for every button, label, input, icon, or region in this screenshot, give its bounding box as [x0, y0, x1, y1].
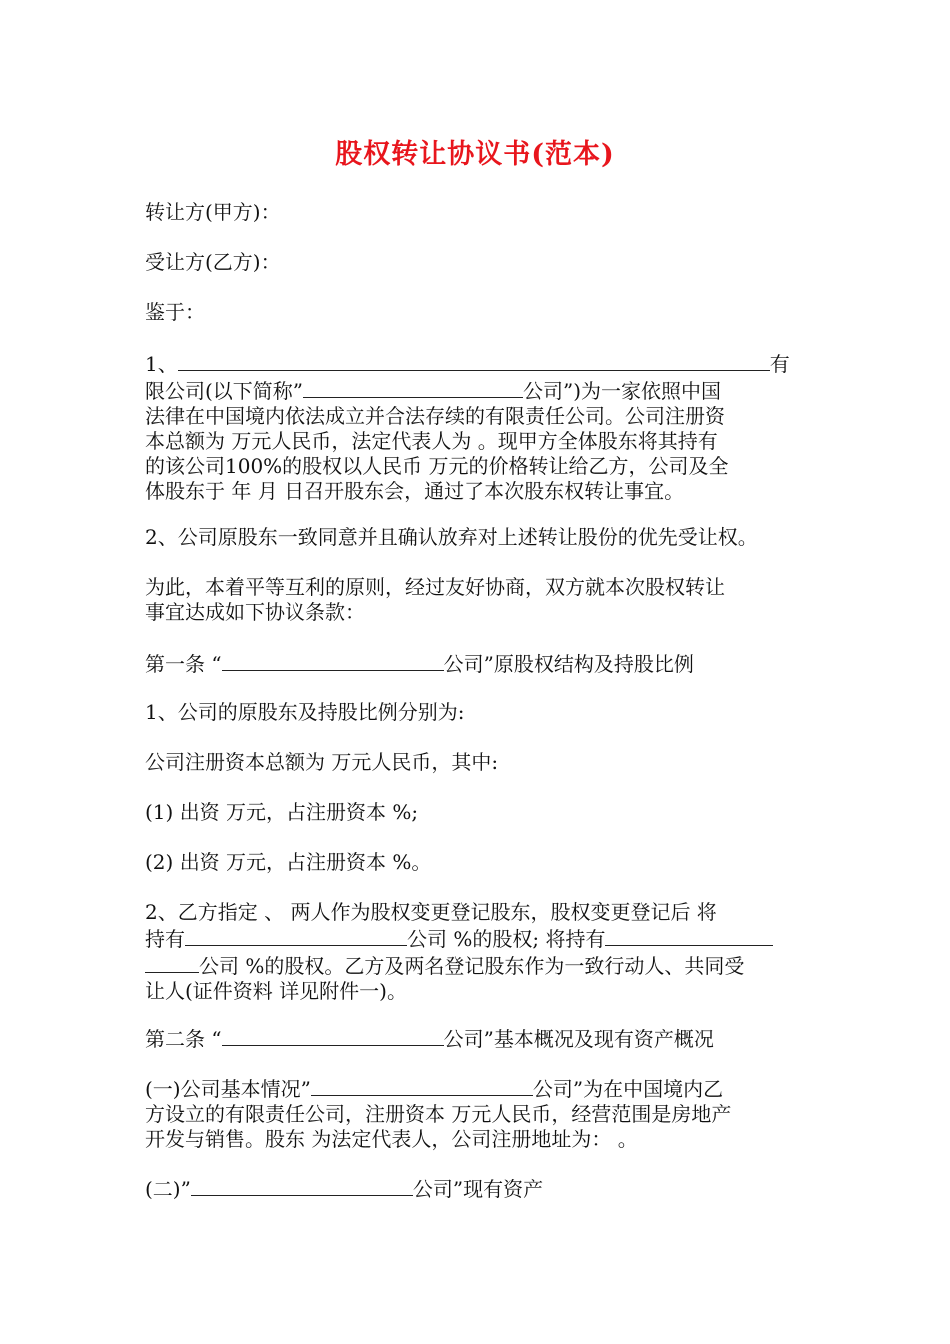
article-2-heading: 第二条 “ 公司”基本概况及现有资产概况	[145, 1027, 714, 1051]
whereas-line	[145, 300, 810, 325]
paragraph-1-line-5: 的该公司100%的股权以人民币 万元的价格转让给乙方，公司及全	[145, 454, 729, 478]
transferee-label: 受让方(乙方)：	[145, 250, 281, 274]
article-1-company-blank	[222, 650, 444, 671]
paragraph-1-line-1: 1、 有	[145, 352, 790, 376]
article-1-item-1: 1、公司的原股东及持股比例分别为:	[145, 700, 465, 724]
whereas-label: 鉴于：	[145, 300, 205, 324]
article-1-subitem-2: (2) 出资 万元，占注册资本 %。	[145, 850, 432, 874]
article-2-section-2: (二)” 公司”现有资产	[145, 1177, 544, 1201]
transferor-line	[145, 200, 810, 225]
paragraph-2: 2、公司原股东一致同意并且确认放弃对上述转让股份的优先受让权。	[145, 525, 758, 549]
article-2-section-1: (一)公司基本情况” 公司”为在中国境内乙 方设立的有限责任公司，注册资本 万元人民币，经营范围是房地产 开发与销售。股东 为法定代表人，公司注册地址为： 。	[145, 1077, 732, 1151]
article-1-capital: 公司注册资本总额为 万元人民币，其中:	[145, 750, 499, 774]
section-2-company-blank	[191, 1175, 413, 1196]
document-title: 股权转让协议书(范本)	[335, 139, 615, 170]
paragraph-1-line-2: 限公司(以下简称” 公司”)为一家依照中国	[145, 379, 722, 403]
holder-1-company-blank	[185, 925, 407, 946]
paragraph-1-line-6: 体股东于 年 月 日召开股东会，通过了本次股东权转让事宜。	[145, 479, 685, 503]
paragraph-1-line-4: 本总额为 万元人民币，法定代表人为 。现甲方全体股东将其持有	[145, 429, 718, 453]
paragraph-1-line-3: 法律在中国境内依法成立并合法存续的有限责任公司。公司注册资	[145, 404, 725, 428]
article-1-heading: 第一条 “ 公司”原股权结构及持股比例	[145, 652, 694, 676]
section-1-company-blank	[311, 1075, 533, 1096]
article-2-company-blank	[222, 1025, 444, 1046]
holder-2-company-blank-end	[145, 952, 199, 973]
paragraph-1	[145, 350, 810, 504]
paragraph-3: 为此，本着平等互利的原则，经过友好协商，双方就本次股权转让 事宜达成如下协议条款：	[145, 575, 725, 624]
company-name-blank	[178, 350, 770, 371]
article-1-item-2: 2、乙方指定 、 两人作为股权变更登记股东，股权变更登记后 将 持有 公司 %的股权; 将持有 公司 %的股权。乙方及两名登记股东作为一致行动人、共同受 让人(证件资料 详见附件一)。	[145, 900, 810, 1004]
short-name-blank	[303, 377, 523, 398]
transferor-label: 转让方(甲方)：	[145, 200, 281, 224]
holder-2-company-blank-start	[605, 925, 773, 946]
transferee-line	[145, 250, 810, 275]
article-1-subitem-1: (1) 出资 万元，占注册资本 %;	[145, 800, 419, 824]
